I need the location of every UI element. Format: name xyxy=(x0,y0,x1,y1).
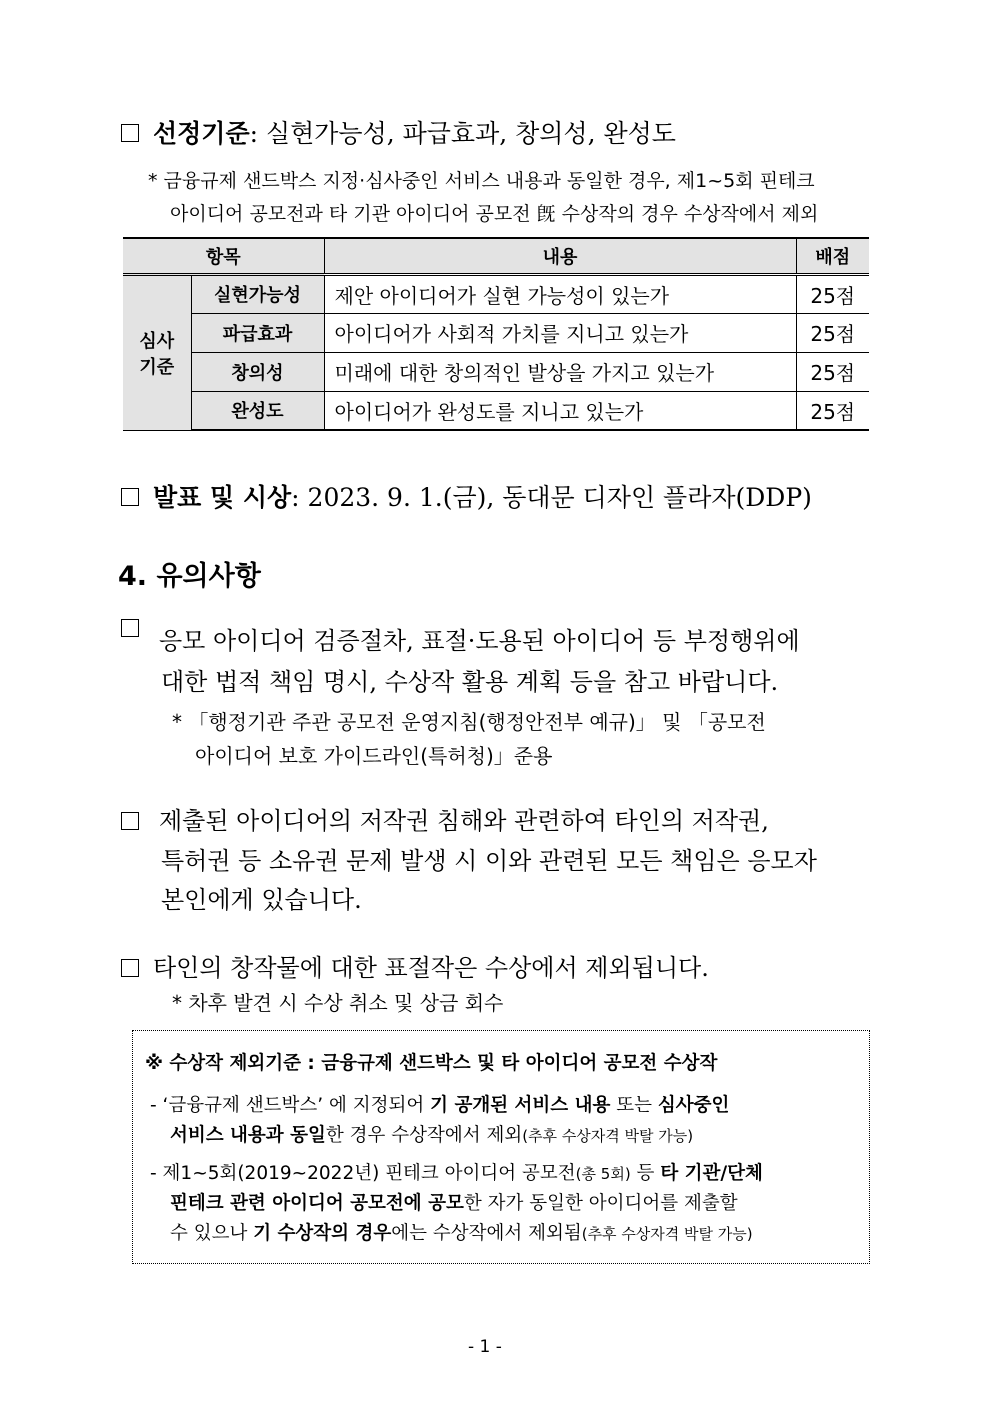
b1-small: (추후 수상자격 박탈 가능) xyxy=(522,1127,694,1145)
table-row xyxy=(123,313,869,352)
selection-note-cont xyxy=(170,199,872,226)
row-item: 파급효과 xyxy=(191,313,324,352)
b2-text4: 수 있으나 xyxy=(170,1223,254,1244)
b2-bold3: 기 수상작의 경우 xyxy=(253,1223,392,1244)
criteria-table xyxy=(123,237,869,431)
notice-item-3 xyxy=(121,948,709,983)
exclusion-bullet-1 xyxy=(150,1091,860,1117)
row-content: 아이디어가 완성도를 지니고 있는가 xyxy=(324,391,796,430)
row-item: 창의성 xyxy=(191,352,324,391)
exclusion-bullet-2-cont2 xyxy=(170,1219,753,1245)
item2-line2: 특허권 등 소유권 문제 발생 시 이와 관련된 모든 책임은 응모자 xyxy=(161,847,817,875)
section-title: 4. 유의사항 xyxy=(118,561,261,592)
table-row xyxy=(123,352,869,391)
announcement-label: 발표 및 시상 xyxy=(153,483,292,512)
selection-note-line2: 아이디어 공모전과 타 기관 아이디어 공모전 旣 수상작의 경우 수상작에서 제외 xyxy=(170,203,819,225)
table-header-row xyxy=(123,238,869,274)
row-score: 25점 xyxy=(796,313,869,352)
notice-item-1 xyxy=(121,621,873,656)
row-content: 미래에 대한 창의적인 발상을 가지고 있는가 xyxy=(324,352,796,391)
checkbox-square-icon xyxy=(121,959,139,977)
row-item: 완성도 xyxy=(191,391,324,430)
announcement-heading xyxy=(121,478,812,514)
header-score: 배점 xyxy=(796,238,869,274)
item1-note1: * 「행정기관 주관 공모전 운영지침(행정안전부 예규)」 및 「공모전 xyxy=(172,710,766,734)
group-label-cell xyxy=(123,274,191,430)
checkbox-square-icon xyxy=(121,619,139,637)
b1-text2: 또는 xyxy=(610,1095,658,1116)
b1-bold2: 심사중인 xyxy=(657,1095,730,1116)
header-item: 항목 xyxy=(123,238,324,274)
exclusion-bullet-1-cont xyxy=(170,1121,693,1147)
b2-text3: 한 자가 동일한 아이디어를 제출할 xyxy=(463,1193,738,1214)
item1-note2: 아이디어 보호 가이드라인(특허청)」준용 xyxy=(195,744,553,768)
row-score: 25점 xyxy=(796,391,869,430)
b2-bold2: 핀테크 관련 아이디어 공모전에 공모 xyxy=(170,1193,464,1214)
b1-bold: 기 공개된 서비스 내용 xyxy=(430,1095,611,1116)
b2-text5: 에는 수상작에서 제외됨 xyxy=(391,1223,582,1244)
b1-bold3: 서비스 내용과 동일 xyxy=(170,1125,326,1146)
item3-line1: 타인의 창작물에 대한 표절작은 수상에서 제외됩니다. xyxy=(153,954,709,982)
exclusion-bullet-2-cont xyxy=(170,1189,738,1215)
table-row xyxy=(123,391,869,430)
b2-small: (총 5회) xyxy=(575,1165,631,1183)
announcement-text: : 2023. 9. 1.(금), 동대문 디자인 플라자(DDP) xyxy=(291,483,812,512)
b2-text2: 등 xyxy=(630,1163,661,1184)
group-label-line1: 심사 xyxy=(139,330,175,352)
selection-criteria-text: : 실현가능성, 파급효과, 창의성, 완성도 xyxy=(249,119,676,148)
item2-line3: 본인에게 있습니다. xyxy=(161,886,362,914)
b1-text: - ‘금융규제 샌드박스’ 에 지정되어 xyxy=(150,1095,431,1116)
header-content: 내용 xyxy=(324,238,796,274)
exclusion-bullet-2 xyxy=(150,1159,860,1185)
row-score: 25점 xyxy=(796,274,869,313)
checkbox-square-icon xyxy=(121,124,139,142)
item1-line1: 응모 아이디어 검증절차, 표절·도용된 아이디어 등 부정행위에 xyxy=(159,627,800,655)
row-content: 제안 아이디어가 실현 가능성이 있는가 xyxy=(324,274,796,313)
selection-criteria-label: 선정기준 xyxy=(153,119,250,148)
selection-criteria-heading xyxy=(121,114,676,150)
page-number: - 1 - xyxy=(468,1337,502,1357)
b1-text3: 한 경우 수상작에서 제외 xyxy=(325,1125,523,1146)
selection-note-line1: * 금융규제 샌드박스 지정·심사중인 서비스 내용과 동일한 경우, 제1~5회 핀테크 xyxy=(148,170,815,192)
selection-note xyxy=(148,166,872,193)
item1-line1-wrap xyxy=(121,621,873,656)
b2-text: - 제1~5회(2019~2022년) 핀테크 아이디어 공모전 xyxy=(150,1163,576,1184)
b2-bold: 타 기관/단체 xyxy=(660,1163,763,1184)
row-content: 아이디어가 사회적 가치를 지니고 있는가 xyxy=(324,313,796,352)
item3-note: * 차후 발견 시 수상 취소 및 상금 회수 xyxy=(172,991,504,1015)
row-item: 실현가능성 xyxy=(191,274,324,313)
checkbox-square-icon xyxy=(121,812,139,830)
exclusion-title: ※ 수상작 제외기준 : 금융규제 샌드박스 및 타 아이디어 공모전 수상작 xyxy=(145,1053,718,1074)
notice-item-2 xyxy=(121,801,873,836)
group-label-line2: 기준 xyxy=(139,356,175,378)
item1-line2: 대한 법적 책임 명시, 수상작 활용 계획 등을 참고 바랍니다. xyxy=(161,668,779,696)
table-row xyxy=(123,274,869,313)
checkbox-square-icon xyxy=(121,488,139,506)
row-score: 25점 xyxy=(796,352,869,391)
item2-line1: 제출된 아이디어의 저작권 침해와 관련하여 타인의 저작권, xyxy=(159,807,769,835)
b2-small2: (추후 수상자격 박탈 가능) xyxy=(581,1225,753,1243)
